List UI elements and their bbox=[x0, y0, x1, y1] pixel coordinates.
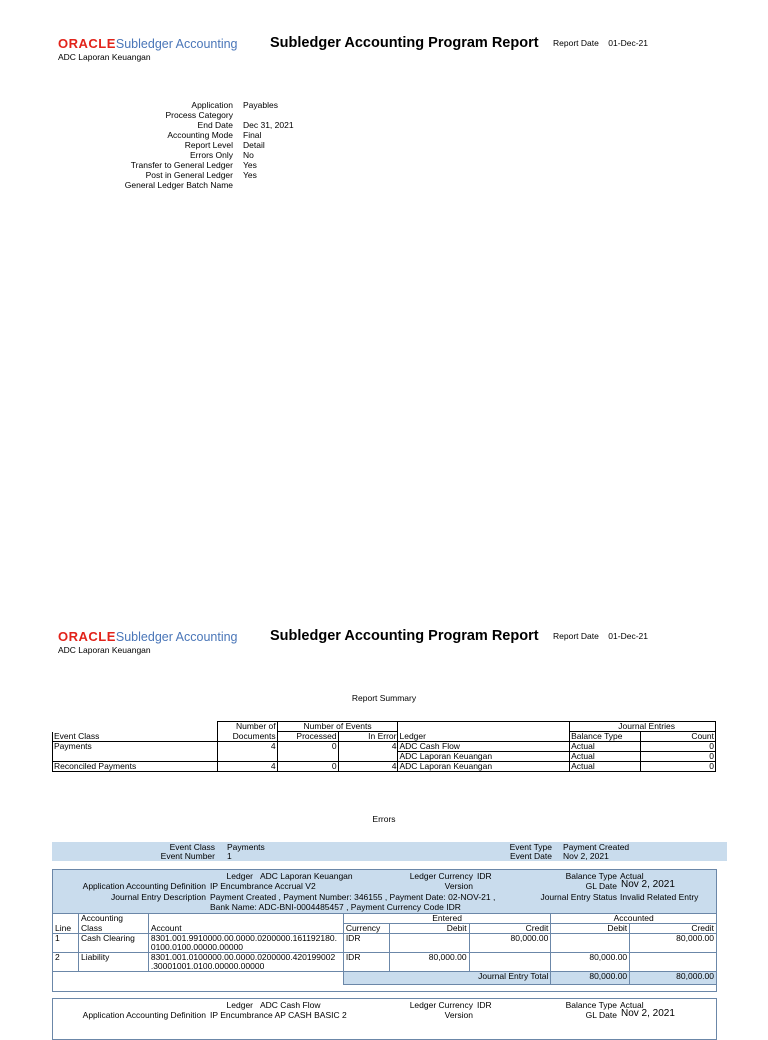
event-date-label: Event Date bbox=[509, 851, 552, 861]
balance-value: Actual bbox=[620, 871, 644, 881]
balance-label: Balance Type bbox=[565, 871, 617, 881]
param-row bbox=[28, 150, 294, 160]
event-number-label: Event Number bbox=[160, 851, 215, 861]
report-title: Subledger Accounting Program Report bbox=[270, 35, 539, 51]
param-row bbox=[28, 120, 294, 130]
param-label: Transfer to General Ledger bbox=[130, 160, 233, 170]
report-title: Subledger Accounting Program Report bbox=[270, 628, 539, 644]
param-row bbox=[28, 140, 294, 150]
product-name: Subledger Accounting bbox=[115, 37, 238, 51]
cell: Reconciled Payments bbox=[53, 762, 218, 772]
oracle-wordmark: ORACLE bbox=[58, 629, 116, 644]
event-type-label: Event Type bbox=[509, 842, 552, 852]
cell bbox=[630, 953, 717, 972]
desc-label: Journal Entry Description bbox=[111, 892, 206, 902]
col-header: Number of Events bbox=[277, 722, 398, 732]
param-row bbox=[28, 180, 294, 190]
balance-value: Actual bbox=[620, 1000, 644, 1010]
table-row bbox=[53, 953, 717, 972]
param-value: No bbox=[243, 150, 254, 160]
cell: Actual bbox=[570, 762, 641, 772]
cell: Cash Clearing bbox=[78, 934, 148, 953]
param-label: Process Category bbox=[165, 110, 233, 120]
account-line-1: 8301.001.9910000.00.0000.0200000.161192180. bbox=[150, 933, 337, 943]
report-date bbox=[553, 631, 648, 641]
report-date-value: 01-Dec-21 bbox=[608, 631, 648, 641]
cell bbox=[551, 934, 630, 953]
param-value: Yes bbox=[243, 170, 257, 180]
journal-lines-table bbox=[52, 913, 717, 985]
event-date-value: Nov 2, 2021 bbox=[563, 851, 609, 861]
col-header: Account bbox=[148, 924, 343, 934]
account-line-2: .30001001.0100.00000.00000 bbox=[150, 961, 265, 971]
errors-title: Errors bbox=[372, 814, 396, 824]
cell: ADC Laporan Keuangan bbox=[398, 752, 570, 762]
param-label: Report Level bbox=[184, 140, 233, 150]
col-header: Entered bbox=[343, 914, 551, 924]
org-name: ADC Laporan Keuangan bbox=[58, 645, 151, 655]
report-date-value: 01-Dec-21 bbox=[608, 38, 648, 48]
cell: 4 bbox=[338, 762, 398, 772]
table-row bbox=[53, 752, 716, 762]
param-row bbox=[28, 130, 294, 140]
aad-value: IP Encumbrance AP CASH BASIC 2 bbox=[210, 1010, 347, 1020]
version-label: Version bbox=[444, 881, 473, 891]
oracle-logo bbox=[58, 35, 238, 53]
col-header: Credit bbox=[469, 924, 551, 934]
aad-label: Application Accounting Definition bbox=[82, 1010, 206, 1020]
version-label: Version bbox=[444, 1010, 473, 1020]
col-header: Debit bbox=[389, 924, 469, 934]
table-row bbox=[53, 934, 717, 953]
col-header: Credit bbox=[630, 924, 717, 934]
cell bbox=[469, 953, 551, 972]
cell: 2 bbox=[53, 953, 79, 972]
col-header: Processed bbox=[277, 732, 338, 742]
event-class-value: Payments bbox=[227, 842, 265, 852]
account-cell bbox=[148, 934, 343, 953]
summary-table bbox=[52, 721, 716, 772]
gl-date-label: GL Date bbox=[585, 881, 617, 891]
col-header: Balance Type bbox=[570, 732, 641, 742]
ledger-value: ADC Laporan Keuangan bbox=[260, 871, 353, 881]
col-header: Class bbox=[78, 924, 148, 934]
param-label: General Ledger Batch Name bbox=[124, 180, 233, 190]
event-header-bar bbox=[52, 842, 727, 861]
cell: 80,000.00 bbox=[389, 953, 469, 972]
param-row bbox=[28, 110, 294, 120]
cell: Liability bbox=[78, 953, 148, 972]
param-row bbox=[28, 170, 294, 180]
param-label: Post in General Ledger bbox=[145, 170, 233, 180]
col-header: Debit bbox=[551, 924, 630, 934]
cell bbox=[338, 752, 398, 762]
gl-date-value: Nov 2, 2021 bbox=[621, 879, 675, 890]
event-number-value: 1 bbox=[227, 851, 232, 861]
col-header: Documents bbox=[217, 732, 277, 742]
col-header: In Error bbox=[338, 732, 398, 742]
cell: 4 bbox=[338, 742, 398, 752]
total-credit: 80,000.00 bbox=[630, 972, 717, 985]
cell: Payments bbox=[53, 742, 218, 752]
desc-value: Payment Created , Payment Number: 346155 , Payment Date: 02-NOV-21 , bbox=[210, 892, 496, 902]
summary-title: Report Summary bbox=[351, 693, 417, 703]
param-value: Final bbox=[243, 130, 262, 140]
table-row bbox=[53, 742, 716, 752]
param-row bbox=[28, 100, 294, 110]
param-value: Detail bbox=[243, 140, 265, 150]
account-line-2: 0100.0100.00000.00000 bbox=[150, 942, 244, 952]
cell: IDR bbox=[343, 953, 389, 972]
param-label: Application bbox=[191, 100, 233, 110]
summary-header-row bbox=[53, 722, 716, 732]
product-name: Subledger Accounting bbox=[115, 630, 238, 644]
cell: Actual bbox=[570, 742, 641, 752]
status-value: Invalid Related Entry bbox=[620, 892, 699, 902]
parameters bbox=[28, 100, 294, 190]
report-date-label: Report Date bbox=[553, 38, 599, 48]
ledger-label: Ledger bbox=[226, 871, 253, 881]
currency-value: IDR bbox=[477, 1000, 492, 1010]
param-value: Payables bbox=[243, 100, 278, 110]
balance-label: Balance Type bbox=[565, 1000, 617, 1010]
ledger-value: ADC Cash Flow bbox=[260, 1000, 321, 1010]
report-date-label: Report Date bbox=[553, 631, 599, 641]
col-header: Event Class bbox=[53, 732, 218, 742]
gl-date-label: GL Date bbox=[585, 1010, 617, 1020]
cell: 4 bbox=[217, 762, 277, 772]
status-label: Journal Entry Status bbox=[540, 892, 617, 902]
param-value: Yes bbox=[243, 160, 257, 170]
gl-date-value: Nov 2, 2021 bbox=[621, 1008, 675, 1019]
param-value: Dec 31, 2021 bbox=[243, 120, 294, 130]
currency-label: Ledger Currency bbox=[409, 1000, 473, 1010]
cell: 0 bbox=[277, 742, 338, 752]
cell: 80,000.00 bbox=[630, 934, 717, 953]
total-debit: 80,000.00 bbox=[551, 972, 630, 985]
account-cell bbox=[148, 953, 343, 972]
param-label: Errors Only bbox=[190, 150, 233, 160]
cell: ADC Laporan Keuangan bbox=[398, 762, 570, 772]
cell: 1 bbox=[53, 934, 79, 953]
cell bbox=[389, 934, 469, 953]
cell bbox=[217, 752, 277, 762]
col-header: Line bbox=[53, 924, 79, 934]
col-header: Accounting bbox=[78, 914, 148, 924]
account-line-1: 8301.001.0100000.00.0000.0200000.420199002 bbox=[150, 952, 336, 962]
cell: 0 bbox=[641, 752, 716, 762]
total-row bbox=[53, 972, 717, 985]
oracle-logo bbox=[58, 628, 238, 646]
summary-header-row bbox=[53, 732, 716, 742]
table-row bbox=[53, 762, 716, 772]
cell: ADC Cash Flow bbox=[398, 742, 570, 752]
param-row bbox=[28, 160, 294, 170]
org-name: ADC Laporan Keuangan bbox=[58, 52, 151, 62]
param-label: End Date bbox=[197, 120, 233, 130]
aad-value: IP Encumbrance Accrual V2 bbox=[210, 881, 316, 891]
cell: 0 bbox=[641, 742, 716, 752]
ledger-label: Ledger bbox=[226, 1000, 253, 1010]
col-header: Currency bbox=[343, 924, 389, 934]
currency-label: Ledger Currency bbox=[409, 871, 473, 881]
col-header: Count bbox=[641, 732, 716, 742]
cell: 0 bbox=[277, 762, 338, 772]
journal-entry bbox=[52, 869, 717, 992]
desc-value-2: Bank Name: ADC-BNI-0004485457 , Payment Currency Code IDR bbox=[210, 902, 461, 912]
cell: 80,000.00 bbox=[551, 953, 630, 972]
col-header: Ledger bbox=[398, 732, 570, 742]
cell: 4 bbox=[217, 742, 277, 752]
cell: 0 bbox=[641, 762, 716, 772]
report-date bbox=[553, 38, 648, 48]
cell: IDR bbox=[343, 934, 389, 953]
aad-label: Application Accounting Definition bbox=[82, 881, 206, 891]
cell bbox=[277, 752, 338, 762]
param-label: Accounting Mode bbox=[167, 130, 233, 140]
col-header: Accounted bbox=[551, 914, 717, 924]
cell bbox=[53, 752, 218, 762]
event-class-label: Event Class bbox=[169, 842, 215, 852]
cell: 80,000.00 bbox=[469, 934, 551, 953]
currency-value: IDR bbox=[477, 871, 492, 881]
col-header: Journal Entries bbox=[570, 722, 716, 732]
table-header-row bbox=[53, 924, 717, 934]
col-header: Number of bbox=[217, 722, 277, 732]
oracle-wordmark: ORACLE bbox=[58, 36, 116, 51]
cell: Actual bbox=[570, 752, 641, 762]
event-type-value: Payment Created bbox=[563, 842, 630, 852]
journal-entry bbox=[52, 998, 717, 1040]
table-header-row bbox=[53, 914, 717, 924]
total-label: Journal Entry Total bbox=[343, 972, 551, 985]
